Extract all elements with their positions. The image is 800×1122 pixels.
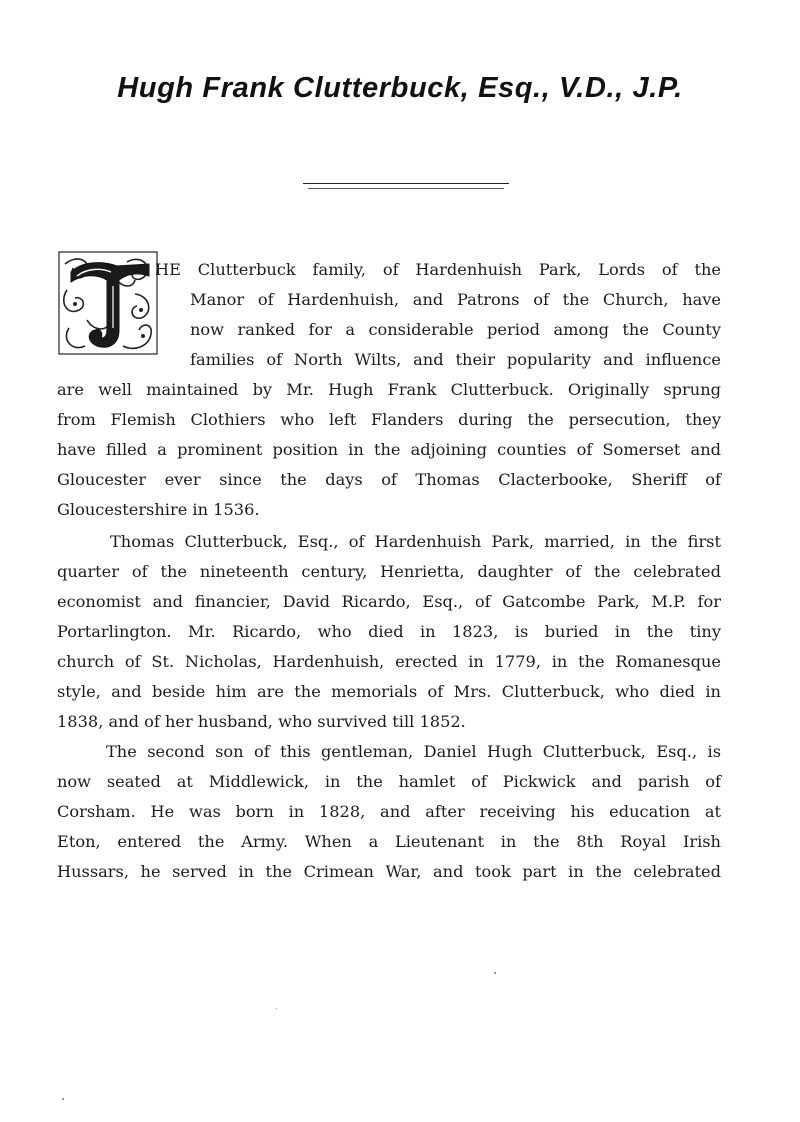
paragraph-1-line-6: from Flemish Clothiers who left Flanders during the persecution, they — [57, 410, 721, 429]
paragraph-1-line-2: Manor of Hardenhuish, and Patrons of the Church, have — [190, 290, 721, 309]
title-divider-rule-secondary — [308, 188, 504, 189]
paragraph-1-line-4: families of North Wilts, and their popularity and influence — [190, 350, 721, 369]
paragraph-1-line-9: Gloucestershire in 1536. — [57, 500, 260, 519]
paragraph-2-line-1: Thomas Clutterbuck, Esq., of Hardenhuish Park, married, in the first — [110, 532, 721, 551]
paragraph-1-line-5: are well maintained by Mr. Hugh Frank Clutterbuck. Originally sprung — [57, 380, 721, 399]
paragraph-2-line-4: Portarlington. Mr. Ricardo, who died in 1823, is buried in the tiny — [57, 622, 721, 641]
paragraph-2-line-5: church of St. Nicholas, Hardenhuish, erected in 1779, in the Romanesque — [57, 652, 721, 671]
paragraph-3-line-3: Corsham. He was born in 1828, and after receiving his education at — [57, 802, 721, 821]
paragraph-1-line-7: have filled a prominent position in the adjoining counties of Somerset and — [57, 440, 721, 459]
paragraph-2-line-2: quarter of the nineteenth century, Henrietta, daughter of the celebrated — [57, 562, 721, 581]
paragraph-3-line-4: Eton, entered the Army. When a Lieutenant in the 8th Royal Irish — [57, 832, 721, 851]
title-divider-rule — [303, 183, 509, 184]
scan-speck — [62, 1098, 64, 1100]
scan-speck — [494, 972, 496, 974]
paragraph-2-line-7: 1838, and of her husband, who survived till 1852. — [57, 712, 466, 731]
paragraph-3-line-1: The second son of this gentleman, Daniel Hugh Clutterbuck, Esq., is — [106, 742, 721, 761]
paragraph-1-line-8: Gloucester ever since the days of Thomas Clacterbooke, Sheriff of — [57, 470, 721, 489]
paragraph-3-line-2: now seated at Middlewick, in the hamlet of Pickwick and parish of — [57, 772, 721, 791]
ornamental-dropcap-t-icon — [57, 250, 159, 356]
paragraph-2-line-3: economist and financier, David Ricardo, Esq., of Gatcombe Park, M.P. for — [57, 592, 721, 611]
scan-speck — [276, 1008, 277, 1009]
paragraph-1-line-1: HE Clutterbuck family, of Hardenhuish Park, Lords of the — [155, 260, 721, 279]
paragraph-3-line-5: Hussars, he served in the Crimean War, and took part in the celebrated — [57, 862, 721, 881]
paragraph-2-line-6: style, and beside him are the memorials of Mrs. Clutterbuck, who died in — [57, 682, 721, 701]
page-title: Hugh Frank Clutterbuck, Esq., V.D., J.P. — [117, 72, 683, 104]
paragraph-1-line-3: now ranked for a considerable period among the County — [190, 320, 721, 339]
